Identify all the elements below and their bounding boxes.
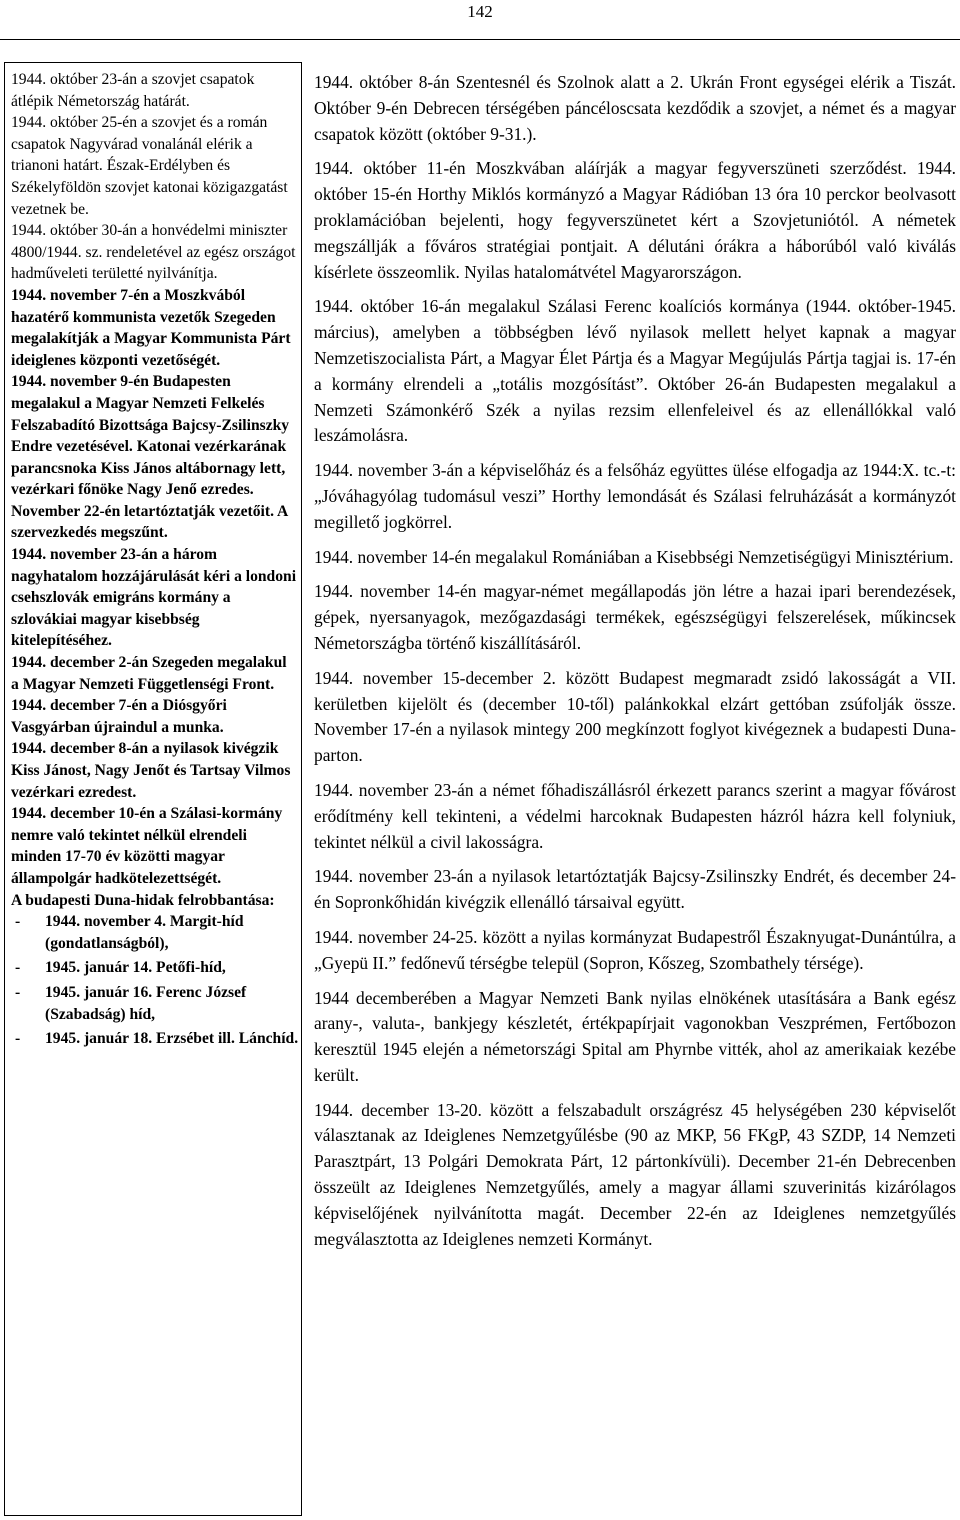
list-dash: - (15, 959, 21, 977)
main-paragraph: 1944. október 16-án megalakul Szálasi Ferenc koalíciós kormánya (1944. október-1945. március), amelyben a többségben lévő nyilasok mellett helyet kapnak a magyar Nemzetiszocialista Párt, a Magyar Élet Pártja és a Magyar Megújulás Pártja tagjai is. 17-én a kormány elrendeli a „totális mozgósítást”. Október 26-án Budapesten megalakul a Nemzeti Számonkérő Szék a nyilas rezsim ellenfeleivel és az ellenállókkal való leszámolásra. (314, 296, 956, 446)
main-text-column (314, 70, 956, 1261)
main-paragraph: 1944. november 14-én megalakul Romániában a Kisebbségi Nemzetiségügyi Minisztérium. (314, 546, 954, 567)
bridge-item (11, 911, 301, 954)
sidebar-entry: 1944. december 10-én a Szálasi-kormány nemre való tekintet nélkül elrendeli minden 17-70 év közötti magyar állampolgár hadkötelezettségét. (11, 805, 283, 887)
page-number: 142 (467, 2, 493, 21)
main-paragraph: 1944. október 8-án Szentesnél és Szolnok alatt a 2. Ukrán Front egységei elérik a Tiszát. Október 9-én Debrecen térségében páncéloscsata kezdődik a szovjet, a német és a magyar csapatok között (október 9-31.). (314, 72, 956, 144)
list-dash: - (15, 913, 21, 931)
main-paragraph: 1944. november 23-án a német főhadiszállásról érkezett parancs szerint a magyar fővárost erődítmény kell tekinteni, a védelmi harcoknak Budapesten házról házra kell folyniuk, tekintet nélkül a civil lakosságra. (314, 779, 956, 852)
list-dash: - (15, 1030, 21, 1048)
main-paragraph: 1944. november 23-án a nyilasok letartóztatják Bajcsy-Zsilinszky Endrét, és december 24-én Sopronkőhidán kivégzik ellenálló társaival együtt. (314, 866, 956, 913)
sidebar-entry: 1944. november 23-án a három nagyhatalom hozzájárulását kéri a londoni csehszlovák emigráns kormány a szlovákiai magyar kisebbség kitelepítéséhez. (11, 546, 297, 650)
bridge-text: 1945. január 16. Ferenc József (Szabadság) híd, (45, 983, 247, 1023)
bridge-item (11, 982, 301, 1025)
sidebar-entry: 1944. október 25-én a szovjet és a román csapatok Nagyvárad vonalánál elérik a trianoni határt. Észak-Erdélyben és Székelyföldön szovjet katonai közigazgatást vezetnek be. (11, 114, 288, 218)
sidebar-entry: 1944. december 7-én a Diósgyőri Vasgyárban újraindul a munka. (11, 697, 227, 736)
main-paragraph: 1944. október 11-én Moszkvában aláírják a magyar fegyverszüneti szerződést. 1944. október 15-én Horthy Miklós kormányzó a Magyar Rádióban 13 óra 10 perckor beolvasott proklamációban bejelenti, hogy fegyverszünetet kért a Szovjetuniótól. A németek megszállják a főváros stratégiai pontjait. A délutáni órákra a háborúból való kiválás kísérlete összeomlik. Nyilas hatalomátvétel Magyarországon. (314, 158, 956, 282)
bridge-item (11, 957, 301, 979)
main-paragraph: 1944. november 14-én magyar-német megállapodás jön létre a hazai ipari berendezések, gépek, nyersanyagok, mezőgazdasági termékek, egészségügyi felszerelések, műkincsek Németországba történő kiszállításáról. (314, 581, 956, 653)
list-dash: - (15, 983, 21, 1001)
main-paragraph: 1944. november 3-án a képviselőház és a felsőház együttes ülése elfogadja az 1944:X. tc.-t: „Jóváhagyólag tudomásul veszi” Horthy lemondását és Szálasi felruházását a kormányzót megillető jogkörrel. (314, 460, 956, 532)
main-paragraph: 1944. november 15-december 2. között Budapest megmaradt zsidó lakosságát a VII. kerületben kijelölt és (december 10-től) palánkokkal elzárt gettóban zsúfolják össze. November 17-én a nyilasok mintegy 200 megkínzott foglyot kivégeznek a budapesti Duna-parton. (314, 667, 956, 766)
bridges-list (11, 911, 301, 1050)
sidebar-entry: 1944. december 8-án a nyilasok kivégzik Kiss Jánost, Nagy Jenőt és Tartsay Vilmos vezérkari ezredest. (11, 740, 291, 801)
bridge-text: 1945. január 18. Erzsébet ill. Lánchíd. (45, 1030, 299, 1048)
sidebar-entry: 1944. október 23-án a szovjet csapatok átlépik Németország határát. (11, 71, 255, 110)
main-paragraph: 1944 decemberében a Magyar Nemzeti Bank nyilas elnökének utasítására a Bank egész arany-, valuta-, bankjegy készletét, értékpapírjait vagonokban Veszprémen, Fertőbozon keresztül 1945 elején a németországi Spital am Phyrnbe vitték, ahol az amerikaiak kezébe került. (314, 987, 956, 1085)
main-paragraph: 1944. november 24-25. között a nyilas kormányzat Budapestről Északnyugat-Dunántúlra, a „Gyepü II.” fedőnevű térségbe települ (Sopron, Kőszeg, Szombathely térsége). (314, 926, 956, 973)
main-paragraph: 1944. december 13-20. között a felszabadult országrész 45 helységében 230 képviselőt választanak az Ideiglenes Nemzetgyűlésbe (90 az MKP, 56 FKgP, 43 SZDP, 14 Nemzeti Parasztpárt, 13 Polgári Demokrata Párt, 12 pártonkívüli). December 21-én Debrecenben összeült az Ideiglenes Nemzetgyűlés, amely a magyar állami szuverinitás kizárólagos képviselőjének nyilvánította magát. December 22-én az Ideiglenes nemzetgyűlés megválasztotta az Ideiglenes nemzeti Kormányt. (314, 1099, 956, 1249)
bridge-text: 1944. november 4. Margit-híd (gondatlanságból), (45, 913, 244, 952)
sidebar-box (4, 62, 302, 1516)
header-rule (0, 39, 960, 40)
sidebar-entry: 1944. november 9-én Budapesten megalakul a Magyar Nemzeti Felkelés Felszabadító Bizottsága Bajcsy-Zsilinszky Endre vezetésével. Katonai vezérkarának parancsnoka Kiss János altábornagy lett, vezérkari főnöke Nagy Jenő ezredes. November 22-én letartóztatják vezetőit. A szervezkedés megszűnt. (11, 373, 290, 542)
bridges-heading: A budapesti Duna-hidak felrobbantása: (11, 891, 275, 909)
bridge-item (11, 1028, 301, 1050)
sidebar-entry: 1944. november 7-én a Moszkvából hazatérő kommunista vezetők Szegeden megalakítják a Magyar Kommunista Párt ideiglenes központi vezetőségét. (11, 286, 291, 369)
sidebar-entry: 1944. október 30-án a honvédelmi miniszter 4800/1944. sz. rendeletével az egész országot hadműveleti területté nyilvánítja. (11, 222, 296, 283)
sidebar-entry: 1944. december 2-án Szegeden megalakul a Magyar Nemzeti Függetlenségi Front. (11, 654, 287, 693)
bridge-text: 1945. január 14. Petőfi-híd, (45, 959, 226, 977)
